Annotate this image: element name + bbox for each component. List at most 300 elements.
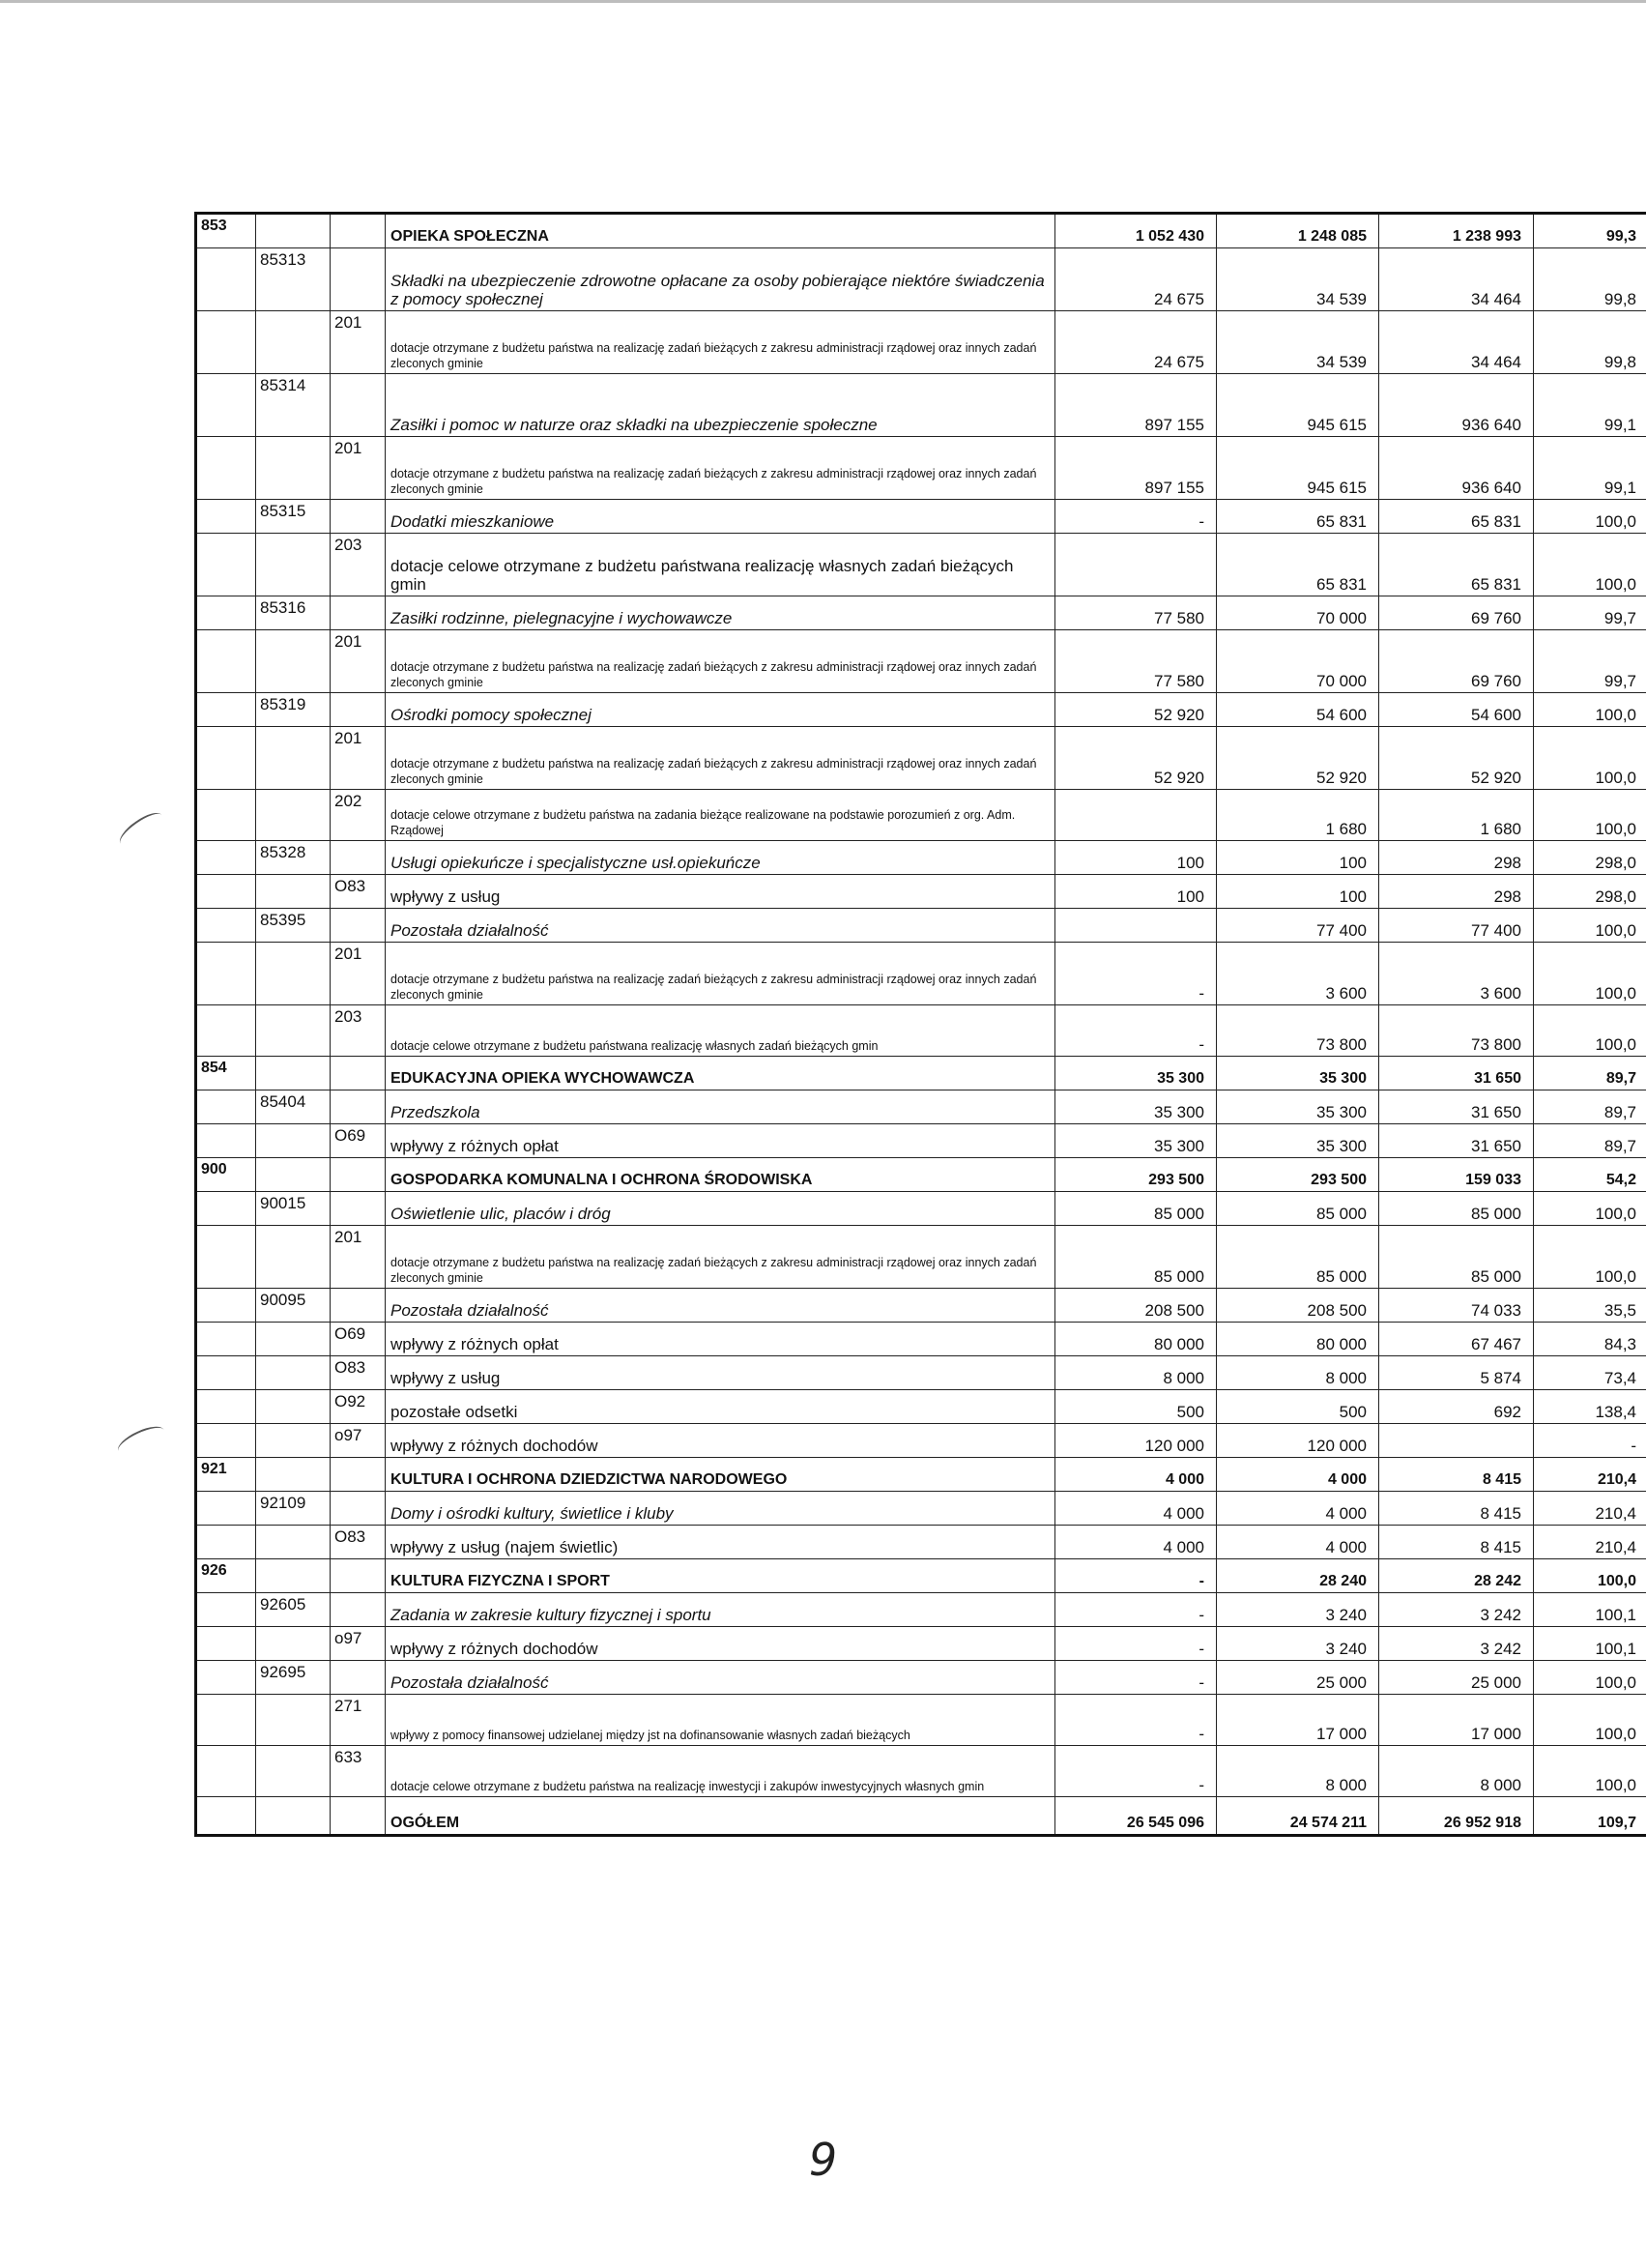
execution-value: 298 <box>1379 875 1534 909</box>
rozdzial-code: 90095 <box>256 1289 331 1323</box>
paragraf-code <box>331 214 386 248</box>
rozdzial-code <box>256 311 331 374</box>
dzial-code <box>196 909 256 943</box>
plan-initial-value: 897 155 <box>1055 437 1217 500</box>
row-description: Pozostała działalność <box>386 909 1055 943</box>
execution-value: 31 650 <box>1379 1124 1534 1158</box>
paragraf-code <box>331 1289 386 1323</box>
dzial-code <box>196 1226 256 1289</box>
rozdzial-code <box>256 790 331 841</box>
rozdzial-code: 85404 <box>256 1090 331 1124</box>
execution-percent: 100,0 <box>1534 1192 1646 1226</box>
dzial-code <box>196 1390 256 1424</box>
row-description: Zasiłki i pomoc w naturze oraz składki na ubezpieczenie społeczne <box>386 374 1055 437</box>
execution-percent: 100,0 <box>1534 1559 1646 1593</box>
rozdzial-code: 90015 <box>256 1192 331 1226</box>
paragraf-code <box>331 1797 386 1836</box>
row-description: dotacje celowe otrzymane z budżetu państwana realizację własnych zadań bieżących gmin <box>386 1005 1055 1057</box>
dzial-code <box>196 630 256 693</box>
dzial-code <box>196 943 256 1005</box>
plan-after-changes-value: 77 400 <box>1217 909 1379 943</box>
plan-after-changes-value: 65 831 <box>1217 500 1379 534</box>
plan-after-changes-value: 4 000 <box>1217 1492 1379 1526</box>
dzial-code <box>196 311 256 374</box>
rozdzial-code <box>256 875 331 909</box>
dzial-code <box>196 1124 256 1158</box>
execution-value: 85 000 <box>1379 1226 1534 1289</box>
rozdzial-code <box>256 1356 331 1390</box>
paragraf-row <box>196 311 1646 374</box>
row-description: OPIEKA SPOŁECZNA <box>386 214 1055 248</box>
plan-after-changes-value: 4 000 <box>1217 1458 1379 1492</box>
plan-initial-value: 85 000 <box>1055 1192 1217 1226</box>
execution-value: 65 831 <box>1379 534 1534 596</box>
execution-percent: 100,0 <box>1534 1746 1646 1797</box>
execution-value: 25 000 <box>1379 1661 1534 1695</box>
rozdzial-row <box>196 248 1646 311</box>
execution-percent: 100,0 <box>1534 534 1646 596</box>
paragraf-row <box>196 790 1646 841</box>
scan-mark <box>115 807 167 852</box>
execution-percent: 100,0 <box>1534 1005 1646 1057</box>
row-description: Domy i ośrodki kultury, świetlice i kluby <box>386 1492 1055 1526</box>
paragraf-code: 203 <box>331 1005 386 1057</box>
paragraf-code: 201 <box>331 311 386 374</box>
paragraf-code <box>331 500 386 534</box>
row-description: dotacje otrzymane z budżetu państwa na realizację zadań bieżących z zakresu administracji rządowej oraz innych zadań zleconych gminie <box>386 943 1055 1005</box>
rozdzial-code <box>256 1559 331 1593</box>
dzial-code <box>196 1797 256 1836</box>
row-description: dotacje otrzymane z budżetu państwa na realizację zadań bieżących z zakresu administracji rządowej oraz innych zadań zleconych gminie <box>386 311 1055 374</box>
execution-value: 1 238 993 <box>1379 214 1534 248</box>
execution-percent: 100,0 <box>1534 1695 1646 1746</box>
dzial-code: 926 <box>196 1559 256 1593</box>
execution-value: 8 415 <box>1379 1492 1534 1526</box>
execution-value: 69 760 <box>1379 630 1534 693</box>
dzial-code <box>196 1356 256 1390</box>
plan-after-changes-value: 34 539 <box>1217 311 1379 374</box>
execution-value: 28 242 <box>1379 1559 1534 1593</box>
execution-percent: 89,7 <box>1534 1124 1646 1158</box>
dzial-code <box>196 1526 256 1559</box>
row-description: KULTURA I OCHRONA DZIEDZICTWA NARODOWEGO <box>386 1458 1055 1492</box>
plan-after-changes-value: 1 680 <box>1217 790 1379 841</box>
row-description: Zadania w zakresie kultury fizycznej i sportu <box>386 1593 1055 1627</box>
execution-value: 8 415 <box>1379 1526 1534 1559</box>
top-edge-line <box>0 0 1646 3</box>
paragraf-row <box>196 534 1646 596</box>
paragraf-row <box>196 437 1646 500</box>
paragraf-row <box>196 1695 1646 1746</box>
execution-percent: 138,4 <box>1534 1390 1646 1424</box>
execution-value: 34 464 <box>1379 311 1534 374</box>
plan-after-changes-value: 3 240 <box>1217 1593 1379 1627</box>
execution-percent: 100,0 <box>1534 790 1646 841</box>
dzial-code <box>196 596 256 630</box>
dzial-code <box>196 1492 256 1526</box>
rozdzial-code: 92695 <box>256 1661 331 1695</box>
paragraf-code: O83 <box>331 1356 386 1390</box>
paragraf-code: o97 <box>331 1627 386 1661</box>
plan-after-changes-value: 25 000 <box>1217 1661 1379 1695</box>
dzial-code <box>196 1192 256 1226</box>
row-description: Zasiłki rodzinne, pielegnacyjne i wychowawcze <box>386 596 1055 630</box>
plan-after-changes-value: 35 300 <box>1217 1057 1379 1090</box>
scan-mark <box>114 1421 168 1460</box>
paragraf-row <box>196 1005 1646 1057</box>
paragraf-row <box>196 1356 1646 1390</box>
dzial-code: 921 <box>196 1458 256 1492</box>
paragraf-code <box>331 374 386 437</box>
rozdzial-code <box>256 943 331 1005</box>
rozdzial-code <box>256 1158 331 1192</box>
execution-percent: 100,0 <box>1534 500 1646 534</box>
dzial-code <box>196 500 256 534</box>
execution-value: 85 000 <box>1379 1192 1534 1226</box>
paragraf-code <box>331 248 386 311</box>
dzial-code <box>196 374 256 437</box>
rozdzial-code <box>256 1695 331 1746</box>
execution-value: 69 760 <box>1379 596 1534 630</box>
paragraf-code <box>331 909 386 943</box>
plan-after-changes-value: 3 600 <box>1217 943 1379 1005</box>
plan-initial-value: 35 300 <box>1055 1124 1217 1158</box>
rozdzial-row <box>196 693 1646 727</box>
row-description: dotacje celowe otrzymane z budżetu państwana realizację własnych zadań bieżących gmin <box>386 534 1055 596</box>
execution-value: 67 467 <box>1379 1323 1534 1356</box>
dzial-code <box>196 1661 256 1695</box>
dzial-code: 853 <box>196 214 256 248</box>
execution-percent: 298,0 <box>1534 841 1646 875</box>
plan-initial-value: - <box>1055 1005 1217 1057</box>
rozdzial-code <box>256 1390 331 1424</box>
execution-value: 3 242 <box>1379 1627 1534 1661</box>
execution-value: 8 000 <box>1379 1746 1534 1797</box>
plan-after-changes-value: 1 248 085 <box>1217 214 1379 248</box>
paragraf-code <box>331 841 386 875</box>
execution-value: 159 033 <box>1379 1158 1534 1192</box>
plan-after-changes-value: 500 <box>1217 1390 1379 1424</box>
execution-value: 17 000 <box>1379 1695 1534 1746</box>
rozdzial-row <box>196 1661 1646 1695</box>
dzial-code <box>196 727 256 790</box>
plan-initial-value: - <box>1055 1627 1217 1661</box>
dzial-code <box>196 534 256 596</box>
row-description: Oświetlenie ulic, placów i dróg <box>386 1192 1055 1226</box>
row-description: wpływy z usług <box>386 1356 1055 1390</box>
plan-after-changes-value: 8 000 <box>1217 1746 1379 1797</box>
execution-percent: 73,4 <box>1534 1356 1646 1390</box>
plan-initial-value: 77 580 <box>1055 630 1217 693</box>
plan-after-changes-value: 208 500 <box>1217 1289 1379 1323</box>
plan-initial-value <box>1055 534 1217 596</box>
execution-value: 52 920 <box>1379 727 1534 790</box>
execution-percent: 109,7 <box>1534 1797 1646 1836</box>
row-description: dotacje otrzymane z budżetu państwa na realizację zadań bieżących z zakresu administracji rządowej oraz innych zadań zleconych gminie <box>386 437 1055 500</box>
plan-initial-value: - <box>1055 943 1217 1005</box>
paragraf-row <box>196 875 1646 909</box>
paragraf-code: 201 <box>331 630 386 693</box>
plan-after-changes-value: 293 500 <box>1217 1158 1379 1192</box>
execution-value: 936 640 <box>1379 374 1534 437</box>
plan-after-changes-value: 70 000 <box>1217 596 1379 630</box>
dzial-code <box>196 1323 256 1356</box>
dzial-code <box>196 790 256 841</box>
row-description: Pozostała działalność <box>386 1289 1055 1323</box>
paragraf-code <box>331 1661 386 1695</box>
plan-initial-value: 80 000 <box>1055 1323 1217 1356</box>
paragraf-row <box>196 630 1646 693</box>
row-description: EDUKACYJNA OPIEKA WYCHOWAWCZA <box>386 1057 1055 1090</box>
paragraf-code: O92 <box>331 1390 386 1424</box>
rozdzial-code <box>256 534 331 596</box>
plan-initial-value: 500 <box>1055 1390 1217 1424</box>
rozdzial-code <box>256 1424 331 1458</box>
paragraf-row <box>196 1627 1646 1661</box>
row-description: pozostałe odsetki <box>386 1390 1055 1424</box>
plan-initial-value: 85 000 <box>1055 1226 1217 1289</box>
dzial-code <box>196 1627 256 1661</box>
row-description: KULTURA FIZYCZNA I SPORT <box>386 1559 1055 1593</box>
execution-value: 31 650 <box>1379 1090 1534 1124</box>
rozdzial-row <box>196 500 1646 534</box>
plan-after-changes-value: 24 574 211 <box>1217 1797 1379 1836</box>
rozdzial-row <box>196 1289 1646 1323</box>
execution-percent: 99,8 <box>1534 311 1646 374</box>
rozdzial-code: 85315 <box>256 500 331 534</box>
rozdzial-code <box>256 727 331 790</box>
dzial-code <box>196 1289 256 1323</box>
execution-value: 74 033 <box>1379 1289 1534 1323</box>
table-body <box>196 214 1646 1836</box>
execution-percent: 89,7 <box>1534 1057 1646 1090</box>
plan-after-changes-value: 120 000 <box>1217 1424 1379 1458</box>
row-description: wpływy z różnych opłat <box>386 1323 1055 1356</box>
execution-value: 298 <box>1379 841 1534 875</box>
dzial-code <box>196 1424 256 1458</box>
paragraf-row <box>196 1746 1646 1797</box>
execution-value: 77 400 <box>1379 909 1534 943</box>
dzial-row <box>196 1559 1646 1593</box>
dzial-code <box>196 841 256 875</box>
execution-percent: 210,4 <box>1534 1492 1646 1526</box>
rozdzial-code <box>256 1323 331 1356</box>
plan-after-changes-value: 35 300 <box>1217 1090 1379 1124</box>
dzial-code: 854 <box>196 1057 256 1090</box>
page-number: 9 <box>808 2134 838 2186</box>
execution-value: 73 800 <box>1379 1005 1534 1057</box>
execution-percent: 89,7 <box>1534 1090 1646 1124</box>
execution-percent: 100,0 <box>1534 1226 1646 1289</box>
plan-after-changes-value: 85 000 <box>1217 1192 1379 1226</box>
execution-value <box>1379 1424 1534 1458</box>
plan-after-changes-value: 65 831 <box>1217 534 1379 596</box>
execution-value: 1 680 <box>1379 790 1534 841</box>
execution-percent: 99,3 <box>1534 214 1646 248</box>
plan-initial-value: 24 675 <box>1055 248 1217 311</box>
execution-percent: 100,1 <box>1534 1627 1646 1661</box>
plan-initial-value: - <box>1055 1559 1217 1593</box>
rozdzial-row <box>196 1192 1646 1226</box>
paragraf-code: 271 <box>331 1695 386 1746</box>
plan-initial-value: 208 500 <box>1055 1289 1217 1323</box>
plan-initial-value: 897 155 <box>1055 374 1217 437</box>
paragraf-code: 201 <box>331 943 386 1005</box>
execution-percent: 210,4 <box>1534 1458 1646 1492</box>
plan-initial-value: 77 580 <box>1055 596 1217 630</box>
row-description: wpływy z różnych dochodów <box>386 1424 1055 1458</box>
plan-initial-value: - <box>1055 1746 1217 1797</box>
paragraf-code: 202 <box>331 790 386 841</box>
paragraf-row <box>196 943 1646 1005</box>
plan-after-changes-value: 945 615 <box>1217 374 1379 437</box>
rozdzial-code <box>256 1057 331 1090</box>
dzial-row <box>196 1158 1646 1192</box>
plan-initial-value: 100 <box>1055 841 1217 875</box>
rozdzial-row <box>196 374 1646 437</box>
dzial-row <box>196 1057 1646 1090</box>
execution-percent: 100,0 <box>1534 727 1646 790</box>
rozdzial-code <box>256 1627 331 1661</box>
row-description: OGÓŁEM <box>386 1797 1055 1836</box>
plan-initial-value: 4 000 <box>1055 1492 1217 1526</box>
paragraf-row <box>196 1124 1646 1158</box>
row-description: Pozostała działalność <box>386 1661 1055 1695</box>
rozdzial-code <box>256 1746 331 1797</box>
paragraf-code: 201 <box>331 437 386 500</box>
row-description: dotacje celowe otrzymane z budżetu państwa na realizację inwestycji i zakupów inwestycyjnych własnych gmin <box>386 1746 1055 1797</box>
row-description: dotacje otrzymane z budżetu państwa na realizację zadań bieżących z zakresu administracji rządowej oraz innych zadań zleconych gminie <box>386 1226 1055 1289</box>
rozdzial-code <box>256 214 331 248</box>
execution-percent: 99,1 <box>1534 437 1646 500</box>
rozdzial-code: 85319 <box>256 693 331 727</box>
rozdzial-code: 92109 <box>256 1492 331 1526</box>
rozdzial-code <box>256 1124 331 1158</box>
plan-after-changes-value: 70 000 <box>1217 630 1379 693</box>
rozdzial-code: 92605 <box>256 1593 331 1627</box>
dzial-code <box>196 1005 256 1057</box>
row-description: dotacje otrzymane z budżetu państwa na realizację zadań bieżących z zakresu administracji rządowej oraz innych zadań zleconych gminie <box>386 727 1055 790</box>
plan-initial-value: 52 920 <box>1055 693 1217 727</box>
paragraf-code: 201 <box>331 1226 386 1289</box>
dzial-code: 900 <box>196 1158 256 1192</box>
dzial-code <box>196 248 256 311</box>
execution-value: 8 415 <box>1379 1458 1534 1492</box>
plan-initial-value: - <box>1055 1661 1217 1695</box>
paragraf-code <box>331 1057 386 1090</box>
rozdzial-code: 85316 <box>256 596 331 630</box>
row-description: wpływy z różnych opłat <box>386 1124 1055 1158</box>
plan-initial-value: 26 545 096 <box>1055 1797 1217 1836</box>
execution-value: 54 600 <box>1379 693 1534 727</box>
paragraf-code <box>331 1559 386 1593</box>
paragraf-code <box>331 1158 386 1192</box>
execution-percent: 35,5 <box>1534 1289 1646 1323</box>
plan-initial-value: - <box>1055 1695 1217 1746</box>
paragraf-row <box>196 1390 1646 1424</box>
plan-after-changes-value: 54 600 <box>1217 693 1379 727</box>
paragraf-code <box>331 693 386 727</box>
rozdzial-code <box>256 1226 331 1289</box>
paragraf-code: O83 <box>331 1526 386 1559</box>
plan-after-changes-value: 28 240 <box>1217 1559 1379 1593</box>
plan-initial-value: 52 920 <box>1055 727 1217 790</box>
dzial-code <box>196 1593 256 1627</box>
rozdzial-code <box>256 437 331 500</box>
plan-initial-value: 4 000 <box>1055 1526 1217 1559</box>
plan-after-changes-value: 945 615 <box>1217 437 1379 500</box>
plan-initial-value: 1 052 430 <box>1055 214 1217 248</box>
rozdzial-code <box>256 1797 331 1836</box>
execution-value: 5 874 <box>1379 1356 1534 1390</box>
row-description: Przedszkola <box>386 1090 1055 1124</box>
plan-after-changes-value: 35 300 <box>1217 1124 1379 1158</box>
execution-value: 34 464 <box>1379 248 1534 311</box>
plan-initial-value: - <box>1055 1593 1217 1627</box>
paragraf-row <box>196 1226 1646 1289</box>
plan-initial-value: 8 000 <box>1055 1356 1217 1390</box>
paragraf-code <box>331 1593 386 1627</box>
plan-after-changes-value: 80 000 <box>1217 1323 1379 1356</box>
plan-initial-value <box>1055 909 1217 943</box>
row-description: GOSPODARKA KOMUNALNA I OCHRONA ŚRODOWISKA <box>386 1158 1055 1192</box>
rozdzial-code <box>256 1458 331 1492</box>
dzial-row <box>196 1458 1646 1492</box>
row-description: Ośrodki pomocy społecznej <box>386 693 1055 727</box>
rozdzial-row <box>196 841 1646 875</box>
plan-after-changes-value: 100 <box>1217 841 1379 875</box>
row-description: wpływy z usług <box>386 875 1055 909</box>
rozdzial-row <box>196 1492 1646 1526</box>
execution-value: 936 640 <box>1379 437 1534 500</box>
plan-initial-value: 35 300 <box>1055 1057 1217 1090</box>
rozdzial-code: 85328 <box>256 841 331 875</box>
rozdzial-code: 85395 <box>256 909 331 943</box>
paragraf-code: 633 <box>331 1746 386 1797</box>
execution-value: 3 600 <box>1379 943 1534 1005</box>
execution-percent: 99,7 <box>1534 630 1646 693</box>
execution-percent: 298,0 <box>1534 875 1646 909</box>
paragraf-row <box>196 727 1646 790</box>
plan-initial-value: - <box>1055 500 1217 534</box>
plan-after-changes-value: 8 000 <box>1217 1356 1379 1390</box>
dzial-code <box>196 1746 256 1797</box>
rozdzial-code <box>256 630 331 693</box>
execution-percent: 99,8 <box>1534 248 1646 311</box>
execution-percent: 100,1 <box>1534 1593 1646 1627</box>
paragraf-code: 201 <box>331 727 386 790</box>
plan-initial-value: 35 300 <box>1055 1090 1217 1124</box>
plan-after-changes-value: 85 000 <box>1217 1226 1379 1289</box>
execution-value: 26 952 918 <box>1379 1797 1534 1836</box>
execution-value: 31 650 <box>1379 1057 1534 1090</box>
rozdzial-row <box>196 909 1646 943</box>
plan-initial-value: 120 000 <box>1055 1424 1217 1458</box>
execution-value: 3 242 <box>1379 1593 1534 1627</box>
dzial-code <box>196 875 256 909</box>
paragraf-code <box>331 1492 386 1526</box>
paragraf-row <box>196 1323 1646 1356</box>
plan-after-changes-value: 17 000 <box>1217 1695 1379 1746</box>
row-description: Usługi opiekuńcze i specjalistyczne usł.opiekuńcze <box>386 841 1055 875</box>
row-description: Dodatki mieszkaniowe <box>386 500 1055 534</box>
paragraf-code: O83 <box>331 875 386 909</box>
dzial-code <box>196 437 256 500</box>
rozdzial-code: 85314 <box>256 374 331 437</box>
paragraf-code: O69 <box>331 1323 386 1356</box>
plan-after-changes-value: 34 539 <box>1217 248 1379 311</box>
rozdzial-row <box>196 1593 1646 1627</box>
